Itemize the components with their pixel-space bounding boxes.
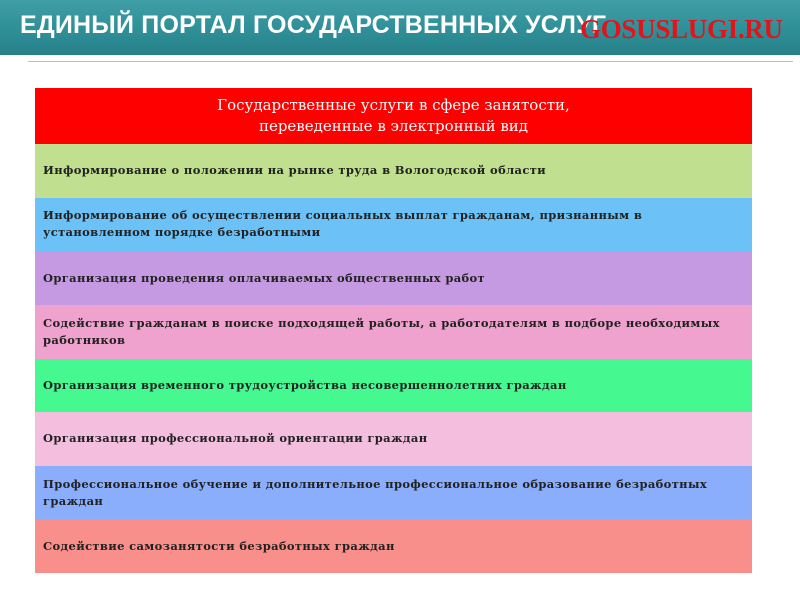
table-row — [35, 305, 752, 359]
row-text: Организация временного трудоустройства несовершеннолетних граждан — [43, 377, 567, 392]
services-table — [35, 88, 752, 573]
table-row — [35, 144, 752, 198]
row-text: Организация проведения оплачиваемых общественных работ — [43, 270, 486, 285]
row-text: Информирование об осуществлении социальных выплат гражданам, признанным в установленном порядке безработными — [43, 208, 643, 240]
table-heading — [35, 88, 752, 144]
row-text: Содействие гражданам в поиске подходящей работы, а работодателям в подборе необходимых работников — [43, 315, 720, 347]
row-text: Информирование о положении на рынке труда в Вологодской области — [43, 163, 547, 178]
table-heading-line-1: Государственные услуги в сфере занятости, — [217, 96, 570, 114]
row-text: Профессиональное обучение и дополнительное профессиональное образование безработных граждан — [43, 476, 708, 508]
table-row — [35, 359, 752, 413]
table-row — [35, 519, 752, 573]
header-divider — [28, 61, 793, 62]
table-row — [35, 251, 752, 305]
gosuslugi-logo: GOSUSLUGI.RU — [580, 14, 783, 44]
row-text: Содействие самозанятости безработных граждан — [43, 538, 395, 553]
table-row — [35, 412, 752, 466]
table-heading-line-2: переведенные в электронный вид — [258, 117, 529, 135]
page-title: ЕДИНЫЙ ПОРТАЛ ГОСУДАРСТВЕННЫХ УСЛУГ — [20, 11, 607, 39]
table-row — [35, 466, 752, 520]
table-row — [35, 198, 752, 252]
row-text: Организация профессиональной ориентации граждан — [43, 431, 428, 446]
